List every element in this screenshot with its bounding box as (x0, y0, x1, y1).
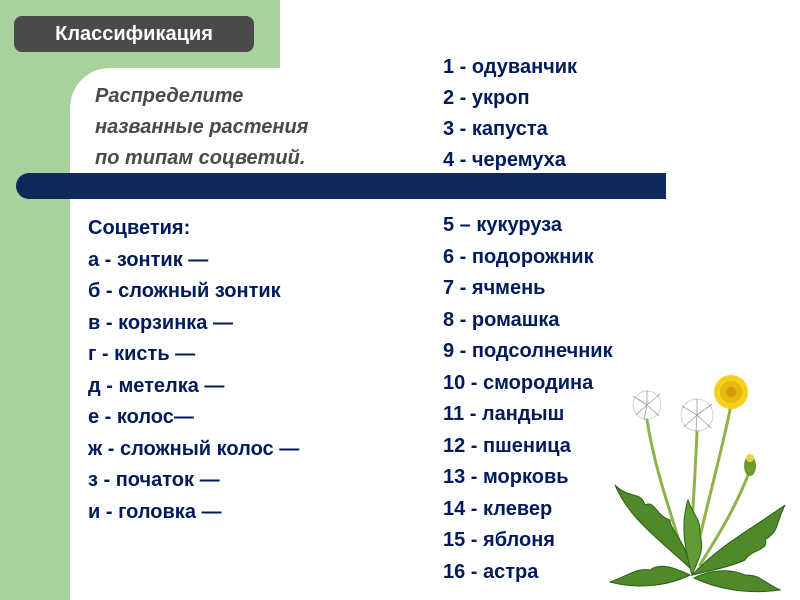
instruction-text (95, 81, 415, 174)
plant-item: 9 - подсолнечник (443, 340, 613, 362)
plant-item: 4 - черемуха (443, 149, 566, 171)
seed-head-icon (681, 399, 713, 432)
instruction-line: названные растения (95, 116, 309, 138)
plant-item: 12 - пшеница (443, 434, 571, 457)
dandelion-flower-icon (714, 375, 748, 409)
plant-item: 5 – кукуруза (443, 214, 562, 236)
inflorescence-item: е - колос— (88, 406, 194, 428)
divider-bar (16, 173, 666, 199)
instruction-line: по типам соцветий. (95, 147, 306, 169)
inflorescence-heading: Соцветия: (88, 217, 191, 239)
seed-head-icon (633, 390, 661, 420)
plant-item: 15 - яблоня (443, 529, 555, 551)
plant-item: 11 - ландыш (443, 403, 565, 425)
plant-item: 16 - астра (443, 560, 539, 583)
inflorescence-item: б - сложный зонтик (88, 280, 281, 302)
plant-item: 13 - морковь (443, 466, 569, 488)
plant-item: 6 - подорожник (443, 245, 594, 268)
plant-item: 7 - ячмень (443, 277, 546, 299)
dandelion-illustration (600, 370, 800, 600)
instruction-line: Распределите (95, 85, 244, 107)
inflorescence-item: д - метелка — (88, 374, 225, 397)
plant-item: 2 - укроп (443, 87, 530, 109)
inflorescence-item: а - зонтик — (88, 248, 209, 271)
plant-list-bottom (443, 210, 613, 588)
bud-icon (744, 454, 756, 476)
green-side-strip (0, 0, 70, 600)
plant-list-top (443, 52, 577, 176)
plant-item: 3 - капуста (443, 118, 548, 140)
inflorescence-list (88, 213, 299, 528)
inflorescence-item: ж - сложный колос — (88, 437, 300, 460)
leaves (610, 485, 785, 592)
slide-title: Классификация (14, 16, 254, 52)
inflorescence-item: г - кисть — (88, 343, 196, 365)
plant-item: 14 - клевер (443, 497, 553, 520)
plant-item: 1 - одуванчик (443, 56, 578, 78)
inflorescence-item: з - початок — (88, 469, 220, 491)
inflorescence-item: в - корзинка — (88, 311, 233, 334)
plant-item: 10 - смородина (443, 371, 594, 394)
inflorescence-item: и - головка — (88, 500, 222, 523)
plant-item: 8 - ромашка (443, 308, 560, 331)
